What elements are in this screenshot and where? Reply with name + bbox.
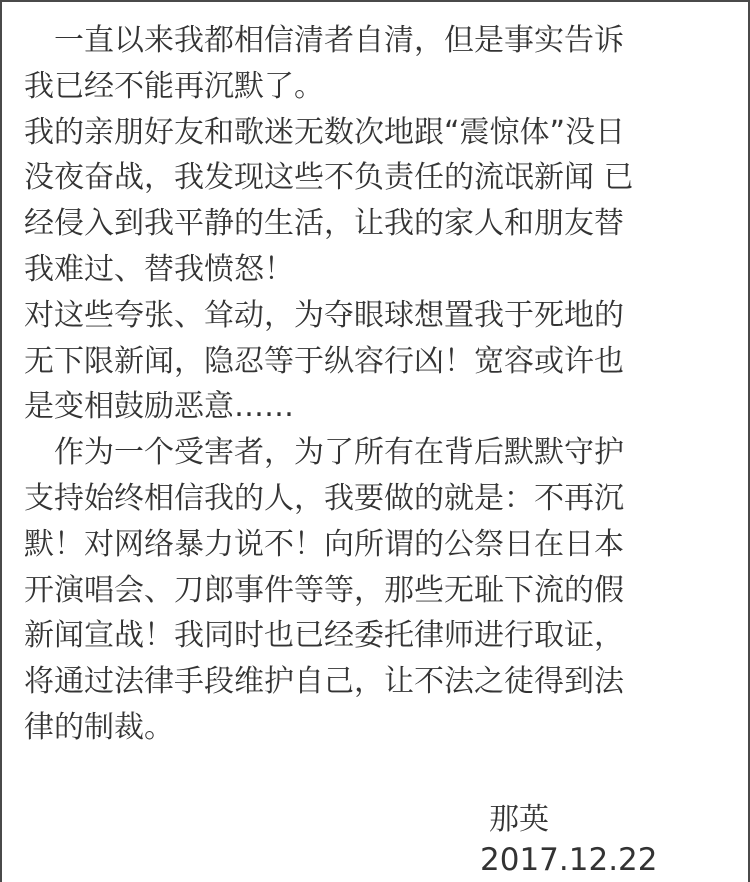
statement-line: 我已经不能再沉默了。: [24, 68, 324, 104]
statement-line: 新闻宣战！我同时也已经委托律师进行取证，: [24, 618, 624, 654]
statement-line: 无下限新闻，隐忍等于纵容行凶！宽容或许也: [24, 343, 624, 379]
statement-line: 我难过、替我愤怒！: [24, 251, 294, 287]
statement-line: 我的亲朋好友和歌迷无数次地跟“震惊体”没日: [24, 114, 626, 150]
statement-line: 支持始终相信我的人，我要做的就是：不再沉: [24, 480, 624, 516]
statement-line: 将通过法律手段维护自己，让不法之徒得到法: [24, 664, 624, 700]
statement-line: 一直以来我都相信清者自清，但是事实告诉: [24, 23, 624, 58]
statement-line: 对这些夸张、耸动，为夺眼球想置我于死地的: [24, 297, 624, 333]
statement-line: 默！对网络暴力说不！向所谓的公祭日在日本: [24, 526, 624, 562]
signature: 那英: [489, 802, 549, 837]
statement-line: 是变相鼓励恶意……: [24, 389, 294, 425]
statement-body: [24, 18, 734, 751]
statement-line: 作为一个受害者，为了所有在背后默默守护: [24, 435, 624, 471]
statement-date: 2017.12.22: [480, 842, 658, 878]
statement-line: 开演唱会、刀郎事件等等，那些无耻下流的假: [24, 572, 624, 608]
statement-line: 没夜奋战，我发现这些不负责任的流氓新闻 已: [24, 160, 634, 196]
statement-line: 律的制裁。: [24, 709, 174, 745]
statement-line: 经侵入到我平静的生活，让我的家人和朋友替: [24, 206, 624, 242]
